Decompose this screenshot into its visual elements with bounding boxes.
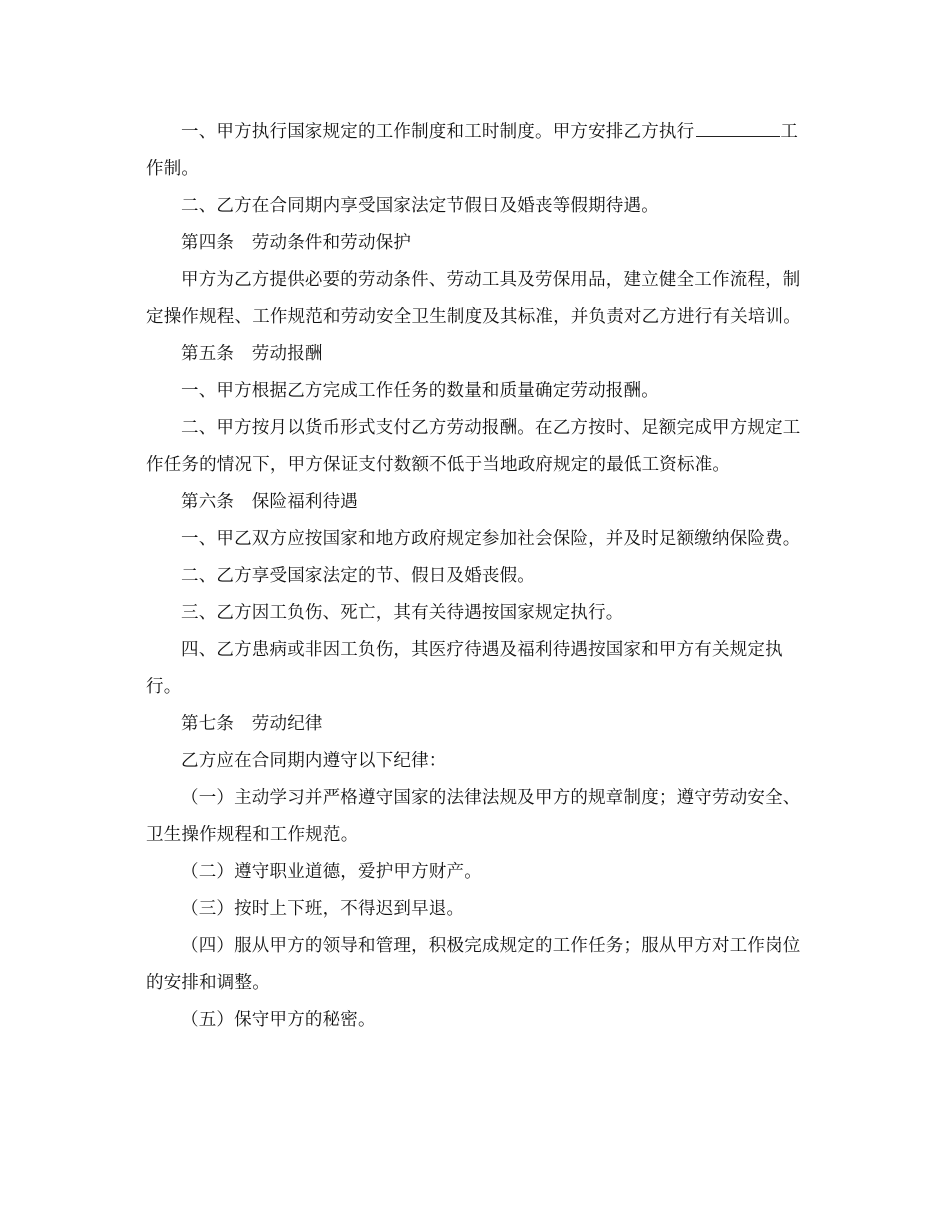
document-body [146,114,810,1039]
paragraph-discipline-1: （一）主动学习并严格遵守国家的法律法规及甲方的规章制度；遵守劳动安全、卫生操作规程和工作规范。 [146,788,801,845]
paragraph-insurance-2: 二、乙方享受国家法定的节、假日及婚丧假。 [181,566,535,586]
paragraph-discipline-3: （三）按时上下班，不得迟到早退。 [181,899,465,919]
fill-in-blank[interactable] [696,116,780,137]
paragraph-discipline-2: （二）遵守职业道德，爱护甲方财产。 [181,862,482,882]
paragraph-discipline-4: （四）服从甲方的领导和管理，积极完成规定的工作任务；服从甲方对工作岗位的安排和调整。 [146,936,801,993]
paragraph-remuneration-1: 一、甲方根据乙方完成工作任务的数量和质量确定劳动报酬。 [181,381,659,401]
article-heading-6: 第六条 保险福利待遇 [181,492,358,512]
paragraph-insurance-1: 一、甲乙双方应按国家和地方政府规定参加社会保险，并及时足额缴纳保险费。 [181,529,801,549]
paragraph-insurance-4: 四、乙方患病或非因工负伤，其医疗待遇及福利待遇按国家和甲方有关规定执行。 [146,640,783,697]
article-heading-4: 第四条 劳动条件和劳动保护 [181,233,412,253]
paragraph-work-system [146,114,810,188]
article-heading-7: 第七条 劳动纪律 [181,714,323,734]
paragraph-continuation: 工作制。 [146,122,799,179]
article-heading-5: 第五条 劳动报酬 [181,344,323,364]
paragraph-remuneration-2: 二、甲方按月以货币形式支付乙方劳动报酬。在乙方按时、足额完成甲方规定工作任务的情况下，甲方保证支付数额不低于当地政府规定的最低工资标准。 [146,418,801,475]
paragraph-discipline-5: （五）保守甲方的秘密。 [181,1010,376,1030]
paragraph-insurance-3: 三、乙方因工负伤、死亡，其有关待遇按国家规定执行。 [181,603,624,623]
paragraph-text: 一、甲方执行国家规定的工作制度和工时制度。甲方安排乙方执行 [181,122,695,142]
paragraph-discipline-intro: 乙方应在合同期内遵守以下纪律： [181,751,447,771]
paragraph-labor-conditions: 甲方为乙方提供必要的劳动条件、劳动工具及劳保用品，建立健全工作流程，制定操作规程、工作规范和劳动安全卫生制度及其标准，并负责对乙方进行有关培训。 [146,270,801,327]
paragraph-holidays: 二、乙方在合同期内享受国家法定节假日及婚丧等假期待遇。 [181,196,659,216]
